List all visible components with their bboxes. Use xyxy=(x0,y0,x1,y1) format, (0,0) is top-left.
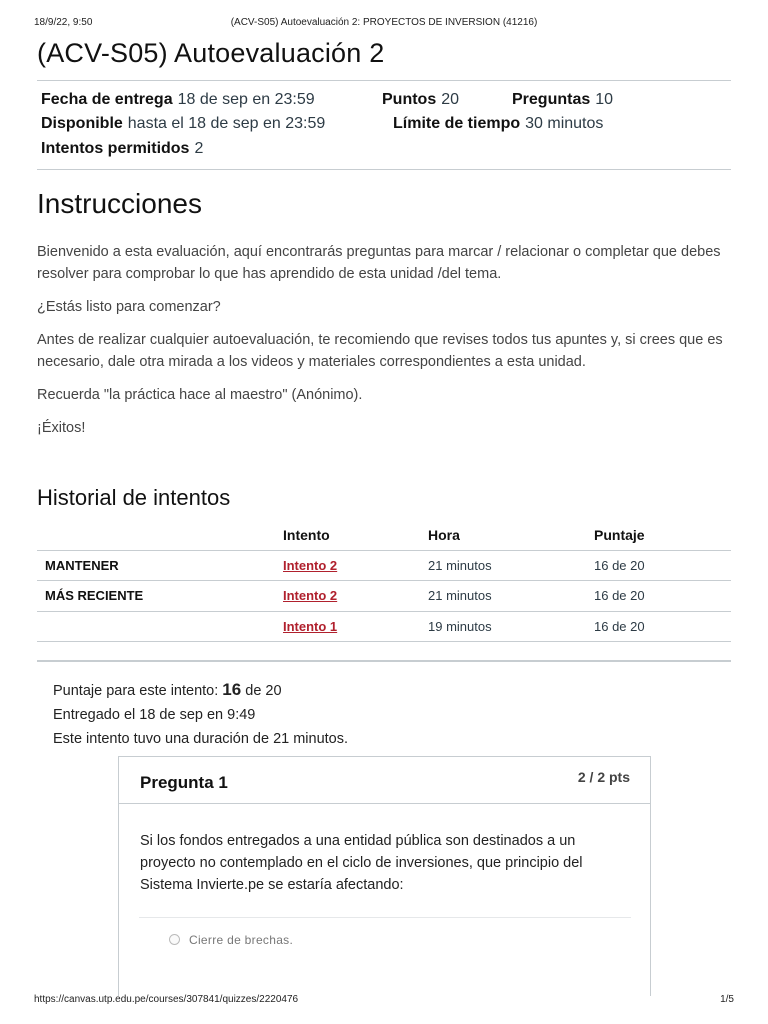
attempts-value: 2 xyxy=(194,140,204,157)
questions-value: 10 xyxy=(595,91,614,108)
questions xyxy=(512,91,613,109)
question-name: Pregunta 1 xyxy=(140,773,228,792)
points-value: 20 xyxy=(441,91,460,108)
row-label xyxy=(37,611,283,642)
attempts-history-table xyxy=(37,521,731,642)
question-card xyxy=(118,756,651,996)
time-limit-value: 30 minutos xyxy=(525,115,604,132)
radio-icon[interactable] xyxy=(169,934,180,945)
question-text: Si los fondos entregados a una entidad pública son destinados a un proyecto no contemplado en el ciclo de inversiones, que principio del Sistema Invierte.pe se estaría afectando: xyxy=(140,833,583,893)
answer-option[interactable] xyxy=(169,933,293,947)
score-value: 16 xyxy=(222,680,242,699)
attempt-time: 19 minutos xyxy=(428,611,594,642)
instructions-paragraph: ¿Estás listo para comenzar? xyxy=(37,299,221,315)
column-header-attempt: Intento xyxy=(283,521,428,550)
attempt-score-line xyxy=(53,678,348,703)
table-row xyxy=(37,581,731,612)
answer-option-label: Cierre de brechas. xyxy=(189,933,294,947)
attempt-link[interactable]: Intento 2 xyxy=(283,557,338,573)
points-label: Puntos xyxy=(382,91,437,108)
details-divider xyxy=(37,169,731,170)
table-header-row xyxy=(37,521,731,550)
print-header xyxy=(34,17,734,31)
due-date-label: Fecha de entrega xyxy=(41,91,173,108)
instructions-heading: Instrucciones xyxy=(37,188,202,219)
answer-divider xyxy=(139,917,631,918)
available-label: Disponible xyxy=(41,115,123,132)
print-page-number: 1/5 xyxy=(720,994,734,1005)
instructions-paragraph: Recuerda "la práctica hace al maestro" (Anónimo). xyxy=(37,387,363,403)
points xyxy=(382,91,459,109)
questions-label: Preguntas xyxy=(512,91,591,108)
table-row xyxy=(37,550,731,581)
attempt-time: 21 minutos xyxy=(428,550,594,581)
page-title: (ACV-S05) Autoevaluación 2 xyxy=(37,38,385,68)
attempt-score: 16 de 20 xyxy=(594,581,731,612)
submission-divider xyxy=(37,660,731,662)
attempt-link[interactable]: Intento 1 xyxy=(283,618,338,634)
print-document-title: (ACV-S05) Autoevaluación 2: PROYECTOS DE INVERSION (41216) xyxy=(230,17,538,28)
instructions-paragraph: ¡Éxitos! xyxy=(37,420,86,436)
attempts-label: Intentos permitidos xyxy=(41,140,190,157)
due-date xyxy=(41,91,315,109)
question-header xyxy=(119,757,650,804)
due-date-value: 18 de sep en 23:59 xyxy=(177,91,315,108)
print-url: https://canvas.utp.edu.pe/courses/307841/quizzes/2220476 xyxy=(34,994,299,1005)
submission-summary xyxy=(53,678,348,751)
score-suffix: de 20 xyxy=(245,683,282,699)
available-value: hasta el 18 de sep en 23:59 xyxy=(127,115,326,132)
column-header-score: Puntaje xyxy=(594,521,731,550)
column-header-label xyxy=(37,521,283,550)
submitted-at: Entregado el 18 de sep en 9:49 xyxy=(53,707,256,723)
row-label: MÁS RECIENTE xyxy=(37,581,283,612)
attempts-allowed xyxy=(41,140,203,158)
time-limit-label: Límite de tiempo xyxy=(393,115,521,132)
row-label: MANTENER xyxy=(37,550,283,581)
attempt-time: 21 minutos xyxy=(428,581,594,612)
instructions-paragraph: Bienvenido a esta evaluación, aquí encontrarás preguntas para marcar / relacionar o completar que debes resolver para comprobar lo que has aprendido de esta unidad /del tema. xyxy=(37,244,721,282)
table-row xyxy=(37,611,731,642)
attempt-link[interactable]: Intento 2 xyxy=(283,588,338,604)
instructions-paragraph: Antes de realizar cualquier autoevaluación, te recomiendo que revises todos tus apuntes y, si crees que es necesario, dale otra mirada a los videos y materiales correspondientes a esta unidad. xyxy=(37,332,723,370)
attempt-duration: Este intento tuvo una duración de 21 minutos. xyxy=(53,731,349,747)
time-limit xyxy=(393,115,603,133)
column-header-time: Hora xyxy=(428,521,594,550)
attempt-score: 16 de 20 xyxy=(594,550,731,581)
history-heading: Historial de intentos xyxy=(37,485,231,510)
attempt-score: 16 de 20 xyxy=(594,611,731,642)
print-datetime: 18/9/22, 9:50 xyxy=(34,17,93,28)
available xyxy=(41,115,325,133)
title-divider xyxy=(37,80,731,81)
score-prefix: Puntaje para este intento: xyxy=(53,683,219,699)
question-points: 2 / 2 pts xyxy=(577,769,630,785)
